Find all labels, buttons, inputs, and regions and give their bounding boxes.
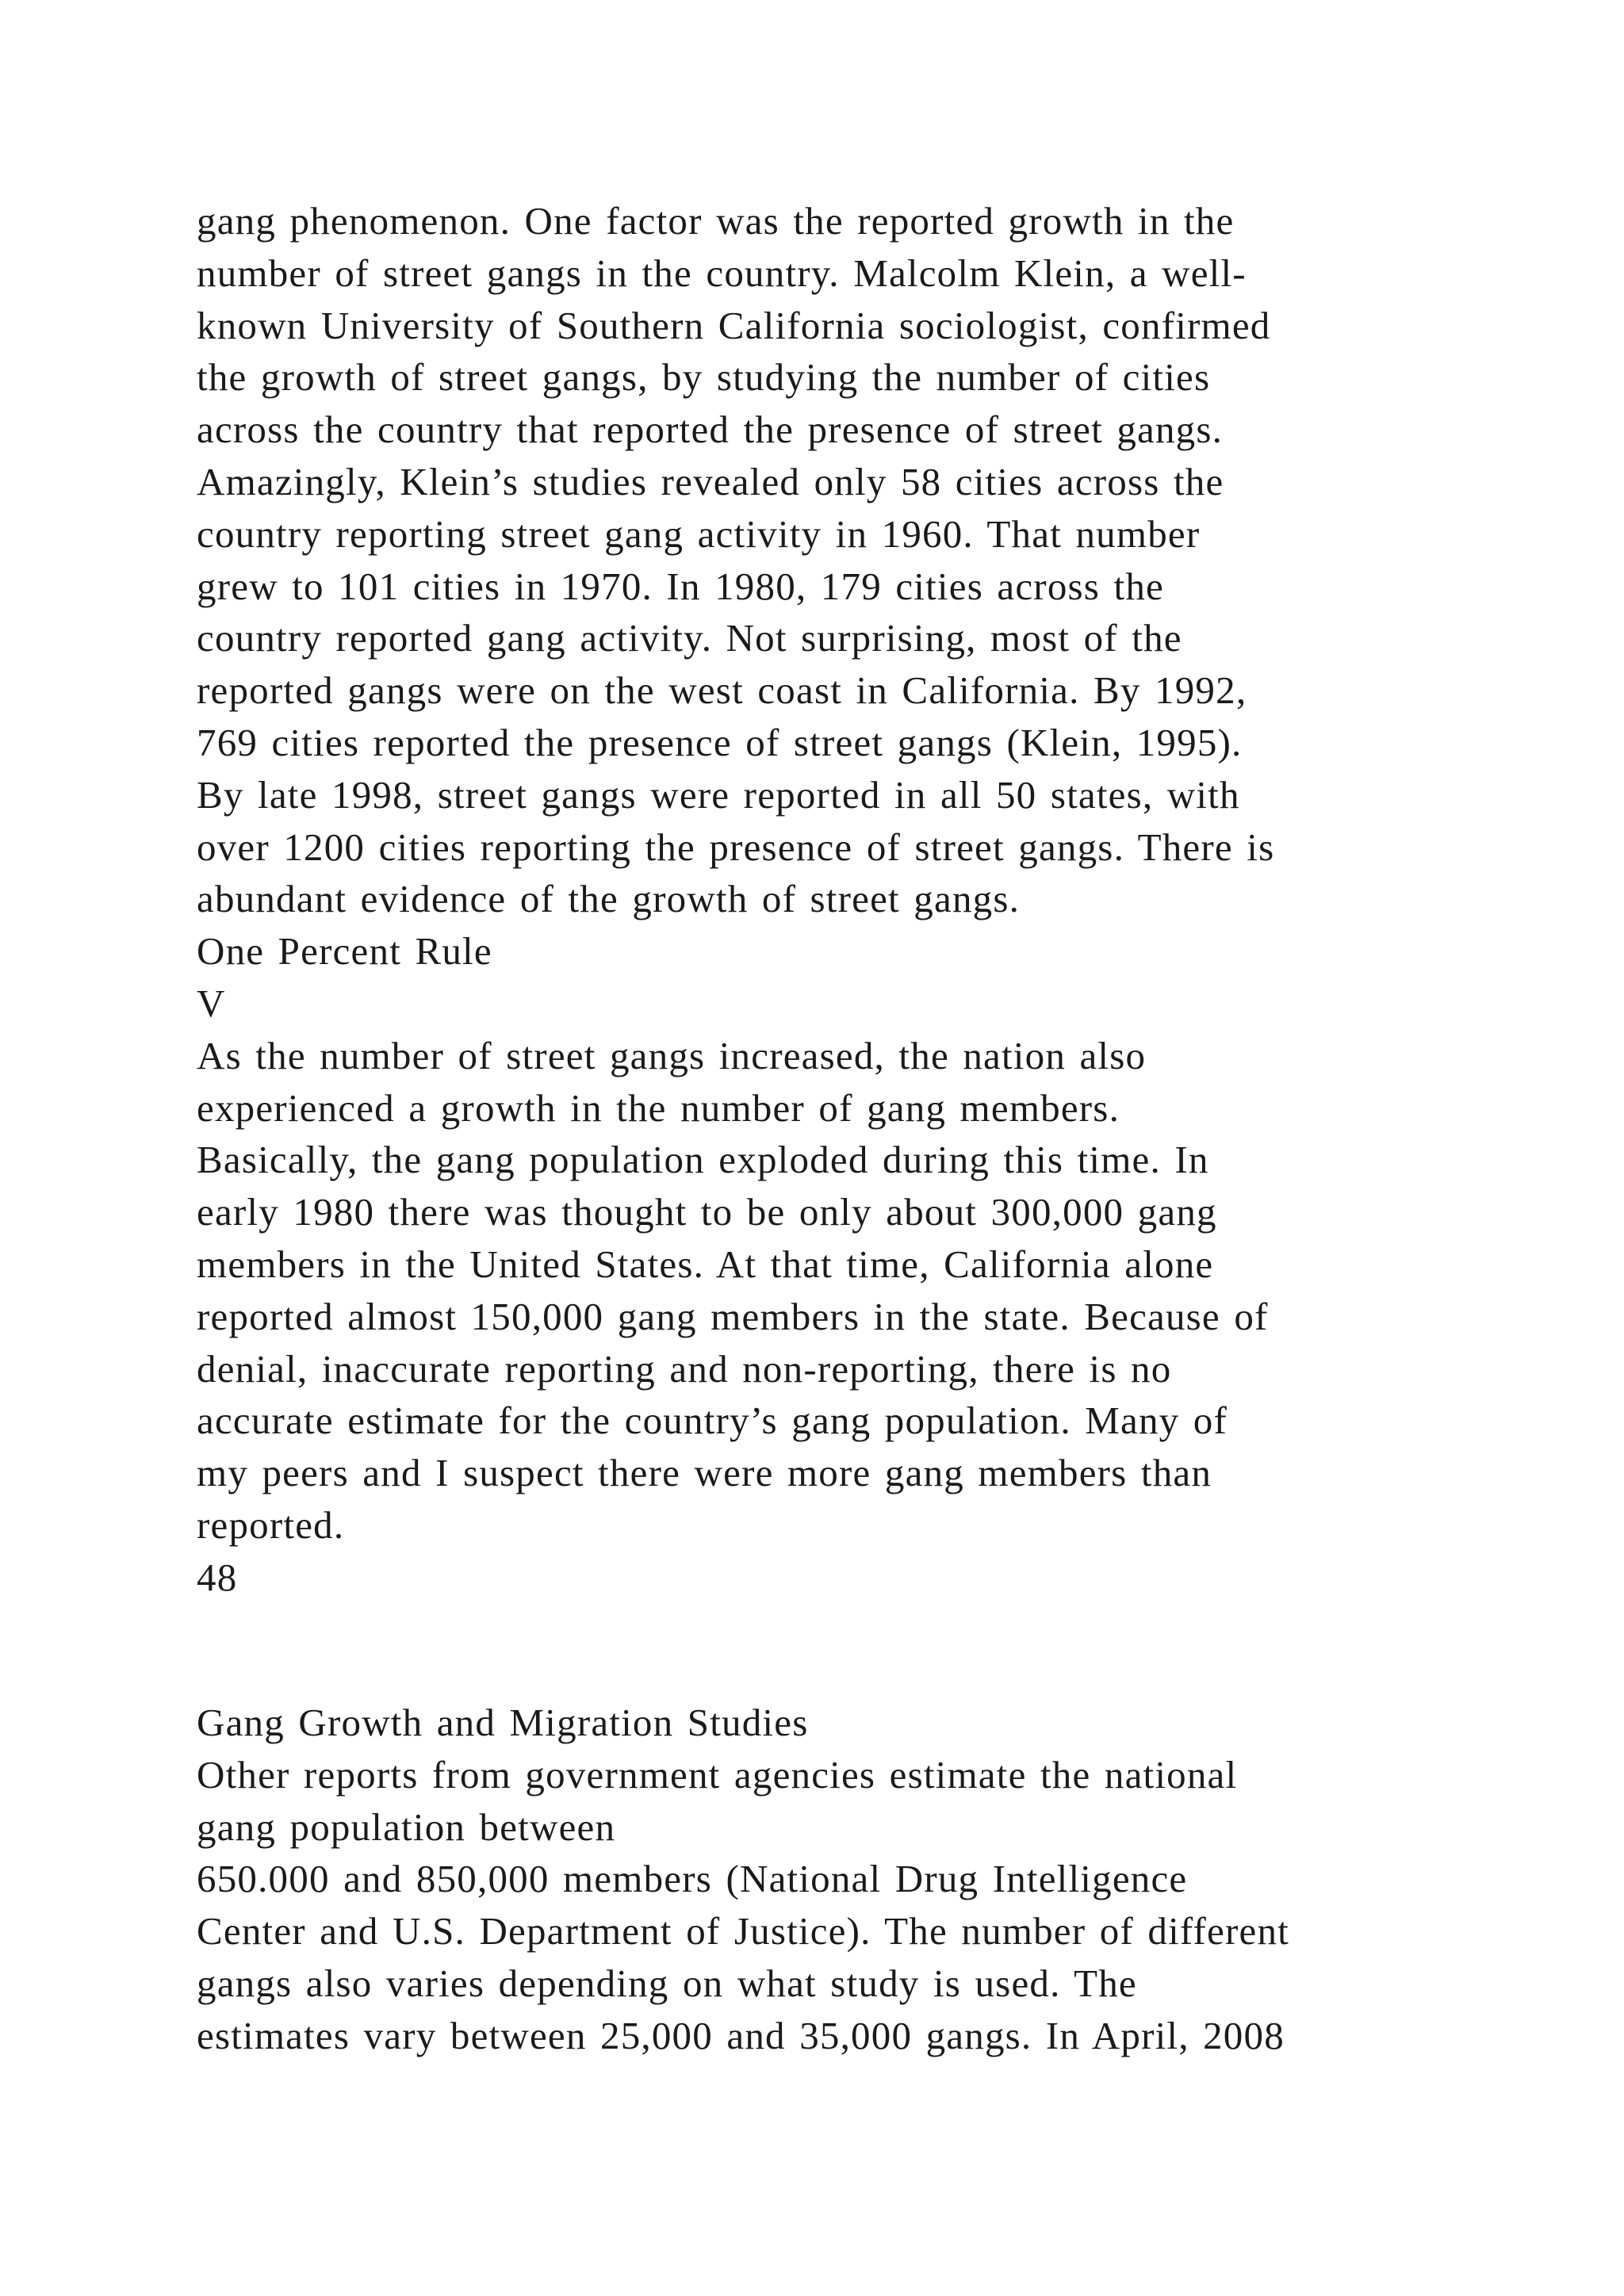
text-line: By late 1998, street gangs were reported in all 50 states, with	[197, 772, 1240, 817]
text-line: reported gangs were on the west coast in California. By 1992,	[197, 668, 1247, 713]
text-line: Other reports from government agencies estimate the national	[197, 1752, 1238, 1797]
text-line: Center and U.S. Department of Justice). The number of different	[197, 1909, 1289, 1954]
text-line: members in the United States. At that time, California alone	[197, 1242, 1214, 1286]
page-number: 48	[197, 1555, 238, 1599]
text-line: reported.	[197, 1502, 345, 1547]
drop-cap-letter: V	[197, 981, 226, 1025]
text-line: experienced a growth in the number of gang members.	[197, 1085, 1120, 1130]
text-line: over 1200 cities reporting the presence of street gangs. There is	[197, 825, 1275, 869]
text-line: the growth of street gangs, by studying the number of cities	[197, 355, 1211, 400]
text-line: my peers and I suspect there were more gang members than	[197, 1451, 1212, 1495]
text-line: early 1980 there was thought to be only about 300,000 gang	[197, 1190, 1217, 1234]
body-text-block	[197, 195, 1481, 1604]
text-line: Amazingly, Klein’s studies revealed only 58 cities across the	[197, 459, 1224, 503]
text-line: known University of Southern California sociologist, confirmed	[197, 303, 1271, 347]
section-heading: One Percent Rule	[197, 929, 492, 974]
text-line: abundant evidence of the growth of street gangs.	[197, 877, 1021, 921]
text-line: country reported gang activity. Not surprising, most of the	[197, 616, 1182, 660]
text-line: estimates vary between 25,000 and 35,000 gangs. In April, 2008	[197, 2013, 1285, 2057]
text-line: 650.000 and 850,000 members (National Drug Intelligence	[197, 1857, 1188, 1901]
text-line: gang population between	[197, 1804, 616, 1849]
text-line: reported almost 150,000 gang members in the state. Because of	[197, 1294, 1269, 1338]
text-line: country reporting street gang activity in 1960. That number	[197, 511, 1201, 556]
text-line: gangs also varies depending on what study is used. The	[197, 1961, 1137, 2005]
text-line: number of street gangs in the country. Malcolm Klein, a well-	[197, 251, 1247, 295]
text-line: 769 cities reported the presence of street gangs (Klein, 1995).	[197, 720, 1243, 764]
body-text-block	[197, 1697, 1481, 2062]
section-heading: Gang Growth and Migration Studies	[197, 1701, 809, 1744]
text-line: denial, inaccurate reporting and non-reporting, there is no	[197, 1346, 1172, 1391]
text-line: across the country that reported the presence of street gangs.	[197, 408, 1224, 452]
text-line: accurate estimate for the country’s gang population. Many of	[197, 1399, 1228, 1443]
text-line: grew to 101 cities in 1970. In 1980, 179 cities across the	[197, 564, 1164, 608]
text-line: As the number of street gangs increased, the nation also	[197, 1033, 1147, 1077]
text-line: gang phenomenon. One factor was the reported growth in the	[197, 199, 1235, 243]
text-line: Basically, the gang population exploded during this time. In	[197, 1138, 1209, 1182]
